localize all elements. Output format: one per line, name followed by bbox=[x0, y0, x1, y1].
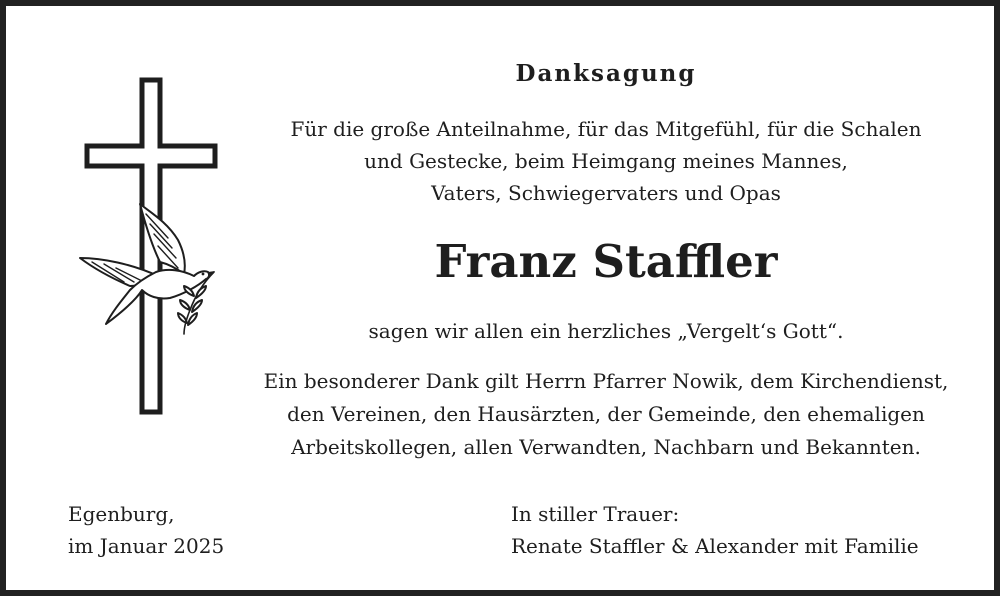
intro-line: Für die große Anteilnahme, für das Mitgefühl, für die Schalen bbox=[290, 117, 922, 141]
place-line: Egenburg, bbox=[68, 502, 175, 526]
special-thanks-line: den Vereinen, den Hausärzten, der Gemeinde, den ehemaligen bbox=[287, 402, 925, 426]
thanks-line: sagen wir allen ein herzliches „Vergelt‘s Gott“. bbox=[368, 319, 844, 343]
notice-heading: Danksagung bbox=[515, 60, 697, 87]
date-line: im Januar 2025 bbox=[68, 534, 225, 558]
mourner-names: Renate Staffler & Alexander mit Familie bbox=[511, 534, 919, 558]
deceased-name: Franz Staffler bbox=[434, 235, 778, 288]
intro-paragraph bbox=[256, 113, 956, 209]
special-thanks-line: Arbeitskollegen, allen Verwandten, Nachbarn und Bekannten. bbox=[291, 435, 921, 459]
place-date-block bbox=[68, 498, 224, 562]
cross-dove-emblem bbox=[72, 72, 222, 422]
cross-icon bbox=[87, 80, 215, 412]
mourning-intro: In stiller Trauer: bbox=[511, 502, 680, 526]
intro-line: und Gestecke, beim Heimgang meines Mannes, bbox=[364, 149, 848, 173]
mourners-block bbox=[511, 498, 919, 562]
special-thanks-paragraph bbox=[236, 365, 976, 464]
special-thanks-line: Ein besonderer Dank gilt Herrn Pfarrer Nowik, dem Kirchendienst, bbox=[263, 369, 949, 393]
intro-line: Vaters, Schwiegervaters und Opas bbox=[431, 181, 781, 205]
